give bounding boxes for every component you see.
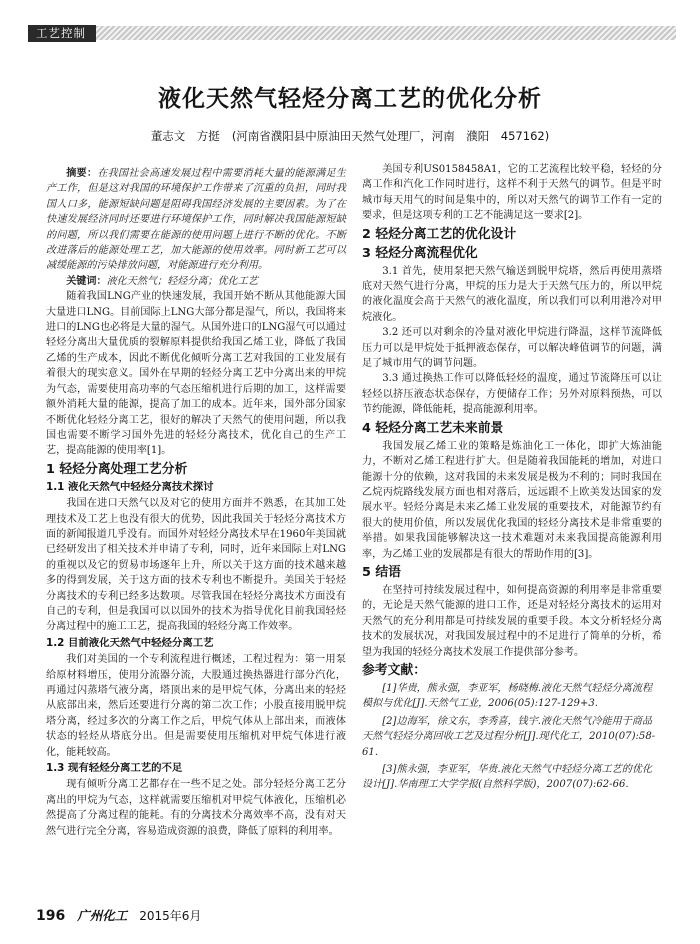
- magazine-name: 广州化工: [77, 908, 128, 923]
- abstract: [46, 166, 346, 274]
- section-2-title: 2 轻烃分离工艺的优化设计: [362, 226, 517, 242]
- affiliation: (河南省濮阳县中原油田天然气处理厂，河南 濮阳 457162): [231, 129, 550, 143]
- author-names: 董志文 方挺: [150, 129, 220, 143]
- reference-item: [1]华贵，熊永强，李亚军，杨晓梅.液化天然气轻烃分离流程模拟与优化[J].天然气工业，2006(05):127-129+3.: [362, 682, 653, 710]
- page-number: 196: [36, 908, 66, 924]
- reference-item: [3]熊永强，李亚军，华贵.液化天然气中轻烃分离工艺的优化设计[J].华南理工大学学报(自然科学版)，2007(07):62-66.: [362, 764, 653, 791]
- keywords-text: 液化天然气；轻烃分离；优化工艺: [106, 275, 258, 287]
- section-3-2-text: 3.2 还可以对剩余的冷量对液化甲烷进行降温，这样节流降低压力可以是甲烷处于抵押液态保存，可以解决峰值调节的问题，满足了城市用气的调节问题。: [362, 327, 662, 370]
- section-1-2-title: 1.2 目前液化天然气中轻烃分离工艺: [46, 636, 214, 649]
- header-band: [28, 26, 676, 40]
- section-1-2-text: 我们对美国的一个专利流程进行概述，工程过程为：第一用泵给原材料增压，使用分流器分流，大股通过换热器进行部分汽化，再通过闪蒸塔气液分离，塔顶出来的是甲烷气体，分离出来的轻烃从底部出来，然后还要进行分离的第二次工作；小股直接用脱甲烷塔分离，经过多次的分离工作之后，甲烷气体从上部出来，而液体状态的轻烃从塔底分出。但是需要使用压缩机对甲烷气体进行液化，能耗较高。: [46, 654, 346, 758]
- section-3-title: 3 轻烃分离流程优化: [362, 245, 478, 261]
- section-1-1-text: 我国在进口天然气以及对它的使用方面并不熟悉，在其加工处理技术及工艺上也没有很大的优势，因此我国关于轻烃分离技术方面的新闻报道几乎没有。而国外对轻烃分离技术早在1960年美国就已经研发出了相关技术并申请了专利，同时，近年来国际上对LNG的重视以及它的贸易市场逐年上升，所以关于这方面的技术越来越多的得到发展，关于这方面的技术专利也不断提升。美国关于轻烃分离技术的专利已经多达数项。尽管我国在轻烃分离技术方面没有自己的专利，但是我国可以以国外的技术为指导优化目前我国轻烃分离过程中的施工工艺，提高我国的轻烃分离工作效率。: [46, 498, 346, 633]
- abstract-label: 摘要：: [66, 168, 98, 179]
- section-1-title: 1 轻烃分离处理工艺分析: [46, 461, 188, 477]
- page-footer: [36, 906, 201, 924]
- right-column: [362, 162, 662, 795]
- keywords: [46, 274, 346, 289]
- section-4-text: 我国发展乙烯工业的策略是炼油化工一体化，即扩大炼油能力，不断对乙烯工程进行扩大。但是随着我国能耗的增加，对进口能源十分的依赖，这对我国的未来发展是极为不利的；同时我国在乙烷丙烷路线发展方面也相对落后，远远跟不上欧美发达国家的发展水平。轻烃分离是未来乙烯工业发展的重要技术，对能源节约有很大的使用价值，所以发展优化我国的轻烃分离技术是非常重要的举措。如果我国能够解决这一技术难题对未来我国提高能源利用率，为乙烯工业的发展都是有很大的帮助作用的[3]。: [362, 440, 662, 560]
- section-5-title: 5 结语: [362, 564, 401, 580]
- section-1-3-title: 1.3 现有轻烃分离工艺的不足: [46, 762, 183, 775]
- section-3-3-text: 3.3 通过换热工作可以降低轻烃的温度，通过节流降压可以让轻烃以挤压液态状态保存，方便储存工作；另外对原料预热，可以节约能源，降低能耗，提高能源利用率。: [362, 373, 662, 416]
- section-3-1-text: 3.1 首先，使用泵把天然气输送到脱甲烷塔，然后再使用蒸塔底对天然气进行分离，甲烷的压力是大于天然气压力的，所以甲烷的液化温度会高于天然气的液化温度，所以我们可以利用港冷对甲烷液化。: [362, 265, 662, 323]
- section-5-text: 在坚持可持续发展过程中，如何提高资源的利用率是非常重要的，无论是天然气能源的进口工作，还是对轻烃分离技术的运用对天然气的充分利用都是可持续发展的重要手段。本文分析轻烃分离技术的发展状况，对我国发展过程中的不足进行了简单的分析，希望为我国的轻烃分离技术发展工作提供部分参考。: [362, 584, 662, 658]
- keywords-label: 关键词：: [66, 275, 107, 287]
- section-1-3-text-2: 美国专利US0158458A1，它的工艺流程比较平稳，轻烃的分离工作和汽化工作同时进行，这样不利于天然气的调节。但是平时城市每天用气的时间是集中的，所以对天然气的调节工作有一定的要求，但是这项专利的工艺不能满足这一要求[2]。: [362, 164, 662, 222]
- section-1-3-text: 现有倾听分离工艺都存在一些不足之处。部分轻烃分离工艺分离出的甲烷为气态，这样就需要压缩机对甲烷气体液化，压缩机必然提高了分离过程的能耗。有的分离技术分离效率不高，没有对天然气进行完全分离，容易造成资源的浪费，降低了原料的利用率。: [46, 779, 346, 837]
- issue-date: 2015年6月: [139, 909, 202, 923]
- section-4-title: 4 轻烃分离工艺未来前景: [362, 420, 504, 436]
- references-title: 参考文献：: [362, 662, 426, 678]
- authors: [0, 128, 700, 144]
- section-tab: 工艺控制: [28, 25, 96, 42]
- section-1-1-title: 1.1 液化天然气中轻烃分离技术探讨: [46, 480, 214, 493]
- left-column: [46, 166, 346, 839]
- paper-title: 液化天然气轻烃分离工艺的优化分析: [158, 86, 542, 112]
- reference-item: [2]边海军，徐文东，李秀喜，钱宇.液化天然气冷能用于商品天然气轻烃分离回收工艺及过程分析[J].现代化工，2010(07):58-61.: [362, 715, 656, 758]
- intro-paragraph: 随着我国LNG产业的快速发展，我国开始不断从其他能源大国大量进口LNG。目前国际上LNG大部分都是湿气，所以，我国将来进口的LNG也必将是大量的湿气。从国外进口的LNG湿气可以通过轻烃分离出大量优质的裂解原料提供给我国乙烯工业，降低了我国乙烯的生产成本，因此不断优化倾听分离工艺对我国的工业发展有着很大的现实意义。国外在早期的轻烃分离工艺中分离出来的甲烷为气态，需要使用高功率的气态压缩机进行后期的加工，这样需要额外消耗大量的能源，提高了加工的成本。近年来，国外部分国家不断优化轻烃分离工艺，很好的解决了天然气的使用问题，所以我国也需要不断学习国外先进的轻烃分离技术，优化自己的生产工艺，提高能源的使用率[1]。: [46, 291, 346, 457]
- abstract-text: 在我国社会高速发展过程中需要消耗大量的能源满足生产工作，但是这对我国的环境保护工作带来了沉重的负担，同时我国人口多，能源短缺问题是阻碍我国经济发展的主要因素。为了在快速发展经济同时还要进行环境保护工作，同时解决我国能源短缺的问题，所以我们需要在能源的使用问题上进行不断的优化。不断改进落后的能源处理工艺，加大能源的使用效率。同时新工艺可以减缓能源的污染排放问题，对能源进行充分利用。: [46, 168, 347, 272]
